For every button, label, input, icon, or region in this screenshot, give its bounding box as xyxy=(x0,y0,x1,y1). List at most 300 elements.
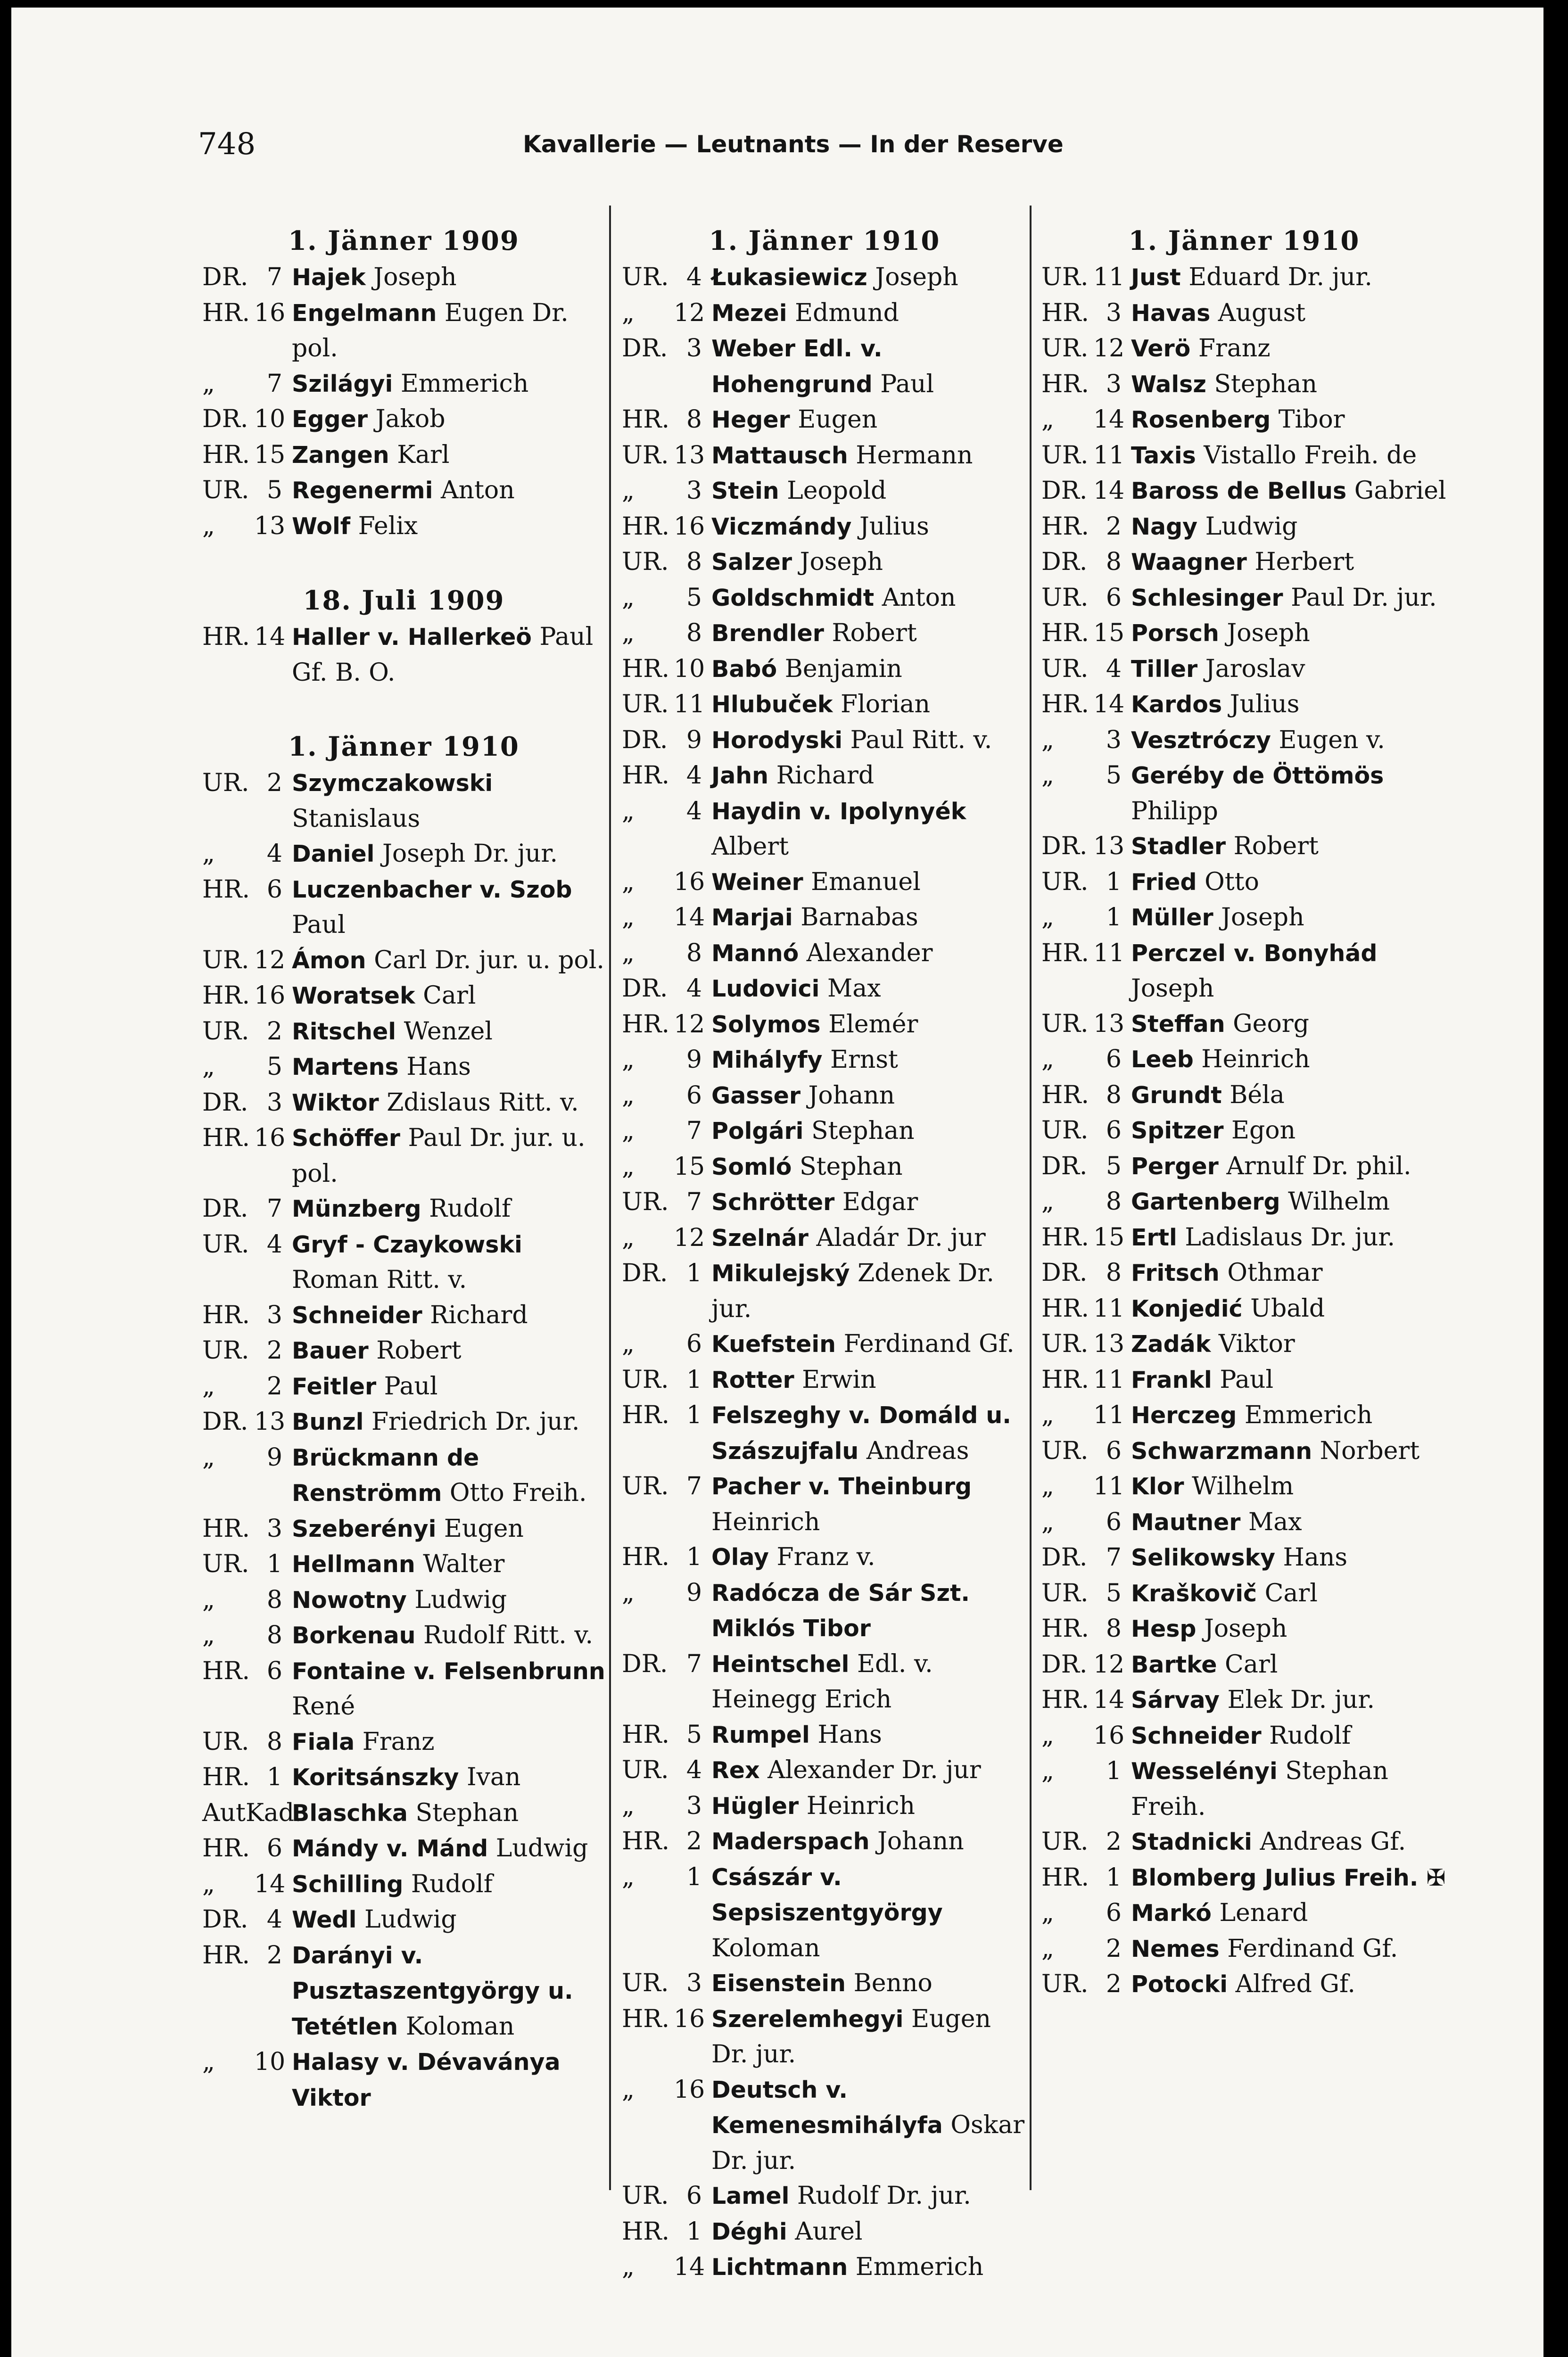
roster-entry xyxy=(622,1113,1027,1149)
regiment-type: HR. xyxy=(1041,370,1089,398)
roster-entry xyxy=(622,1717,1027,1753)
officer-name xyxy=(711,1753,1027,1788)
surname: Wesselényi xyxy=(1131,1758,1278,1785)
regiment-type: HR. xyxy=(622,1010,670,1038)
given-names: Andreas xyxy=(866,1436,969,1465)
officer-name xyxy=(711,1327,1027,1362)
surname: Nowotny xyxy=(292,1586,407,1614)
roster-entry xyxy=(1041,1682,1447,1718)
regiment-type: „ xyxy=(202,1443,215,1472)
given-names: Carl xyxy=(423,981,476,1010)
surname: Fritsch xyxy=(1131,1260,1220,1286)
regiment-type: DR. xyxy=(622,1259,668,1287)
roster-entry xyxy=(1041,1576,1447,1612)
regiment-number: 14 xyxy=(254,1870,286,1898)
surname: Deutsch v. Kemenesmihályfa xyxy=(711,2076,943,2139)
roster-entry xyxy=(622,402,1027,438)
regiment-number: 11 xyxy=(674,690,705,718)
regiment-type: „ xyxy=(202,1621,215,1649)
given-names: Jaroslav xyxy=(1205,654,1305,683)
surname: Mikulejský xyxy=(711,1260,850,1287)
surname: Weiner xyxy=(711,868,803,896)
regiment-number: 3 xyxy=(266,1514,282,1543)
surname: Gartenberg xyxy=(1131,1188,1280,1215)
surname: Luczenbacher v. Szob xyxy=(292,876,572,903)
officer-name xyxy=(292,766,605,836)
officer-name xyxy=(1131,1042,1447,1078)
roster-entry xyxy=(622,687,1027,723)
regiment-type: UR. xyxy=(1041,1579,1089,1607)
regiment-number: 7 xyxy=(686,1472,702,1500)
regiment-number: 5 xyxy=(266,476,282,504)
given-names: Roman Ritt. v. xyxy=(292,1266,467,1294)
officer-name xyxy=(1131,1611,1447,1647)
roster-entry xyxy=(622,794,1027,865)
surname: Brendler xyxy=(711,620,824,647)
surname: Ritschel xyxy=(292,1018,396,1045)
regiment-number: 6 xyxy=(1106,1508,1122,1536)
regiment-type: HR. xyxy=(202,1124,250,1152)
regiment-number: 1 xyxy=(1106,903,1122,931)
regiment-type: DR. xyxy=(1041,1650,1088,1679)
surname: Sárvay xyxy=(1131,1687,1220,1714)
given-names: Stephan xyxy=(1214,370,1317,398)
surname: Felszeghy v. Domáld u. Szászujfalu xyxy=(711,1402,1011,1465)
regiment-type: „ xyxy=(202,1585,215,1614)
roster-entry xyxy=(622,1788,1027,1824)
surname: Lamel xyxy=(711,2183,790,2209)
officer-name xyxy=(1131,1078,1447,1113)
officer-name xyxy=(292,473,605,509)
regiment-type: HR. xyxy=(622,2004,670,2033)
given-names: Ferdinand Gf. xyxy=(1227,1934,1398,1963)
surname: Schneider xyxy=(292,1302,422,1329)
surname: Kraškovič xyxy=(1131,1580,1257,1607)
given-names: Rudolf Ritt. v. xyxy=(423,1621,594,1649)
regiment-number: 6 xyxy=(686,2182,702,2210)
officer-name xyxy=(1131,723,1447,758)
officer-name xyxy=(711,1362,1027,1398)
officer-name xyxy=(1131,1398,1447,1434)
surname: Lichtmann xyxy=(711,2254,848,2281)
roster-entry xyxy=(622,2178,1027,2214)
roster-entry xyxy=(1041,473,1447,509)
roster-entry xyxy=(1041,1291,1447,1327)
given-names: Gabriel xyxy=(1354,477,1446,505)
regiment-number: 11 xyxy=(1093,263,1125,291)
roster-entry xyxy=(202,1511,605,1547)
regiment-type: „ xyxy=(622,903,635,931)
roster-entry xyxy=(1041,1505,1447,1541)
surname: Selikowsky xyxy=(1131,1544,1276,1571)
roster-entry xyxy=(202,1049,605,1085)
roster-entry xyxy=(622,1362,1027,1398)
officer-name xyxy=(711,1469,1027,1540)
regiment-number: 2 xyxy=(266,1017,282,1046)
roster-entry xyxy=(1041,1042,1447,1078)
regiment-number: 11 xyxy=(1093,1365,1125,1394)
roster-entry xyxy=(1041,331,1447,367)
regiment-number: 8 xyxy=(1106,548,1122,576)
regiment-number: 2 xyxy=(1106,512,1122,541)
given-names: Paul Dr. jur. u. pol. xyxy=(292,1124,586,1188)
regiment-number: 11 xyxy=(1093,939,1125,967)
given-names: Koloman xyxy=(711,1934,820,1962)
regiment-number: 3 xyxy=(266,1301,282,1329)
regiment-number: 8 xyxy=(266,1621,282,1649)
regiment-number: 2 xyxy=(266,1372,282,1401)
regiment-type: UR. xyxy=(1041,583,1089,612)
regiment-type: „ xyxy=(1041,1899,1054,1927)
roster-entry xyxy=(1041,1149,1447,1185)
regiment-type: HR. xyxy=(1041,619,1089,647)
roster-entry xyxy=(202,1227,605,1298)
given-names: Ferdinand Gf. xyxy=(843,1330,1015,1358)
roster-entry xyxy=(202,1440,605,1511)
given-names: Karl xyxy=(397,440,450,469)
surname: Mautner xyxy=(1131,1508,1241,1536)
regiment-type: „ xyxy=(622,619,635,647)
regiment-number: 3 xyxy=(686,1791,702,1820)
regiment-type: „ xyxy=(1041,1508,1054,1536)
roster-entry xyxy=(622,900,1027,936)
given-names: Wilhelm xyxy=(1288,1187,1390,1216)
regiment-type: DR. xyxy=(622,1649,668,1678)
given-names: Max xyxy=(1248,1508,1302,1536)
roster-entry xyxy=(202,2044,605,2116)
surname: Somló xyxy=(711,1153,792,1180)
roster-entry xyxy=(622,473,1027,509)
surname: Polgári xyxy=(711,1118,804,1145)
regiment-type: „ xyxy=(622,583,635,612)
surname: Wolf xyxy=(292,512,351,540)
given-names: Viktor xyxy=(1218,1330,1295,1358)
regiment-type: HR. xyxy=(1041,1365,1089,1394)
regiment-number: 16 xyxy=(674,2075,705,2104)
regiment-number: 2 xyxy=(1106,1934,1122,1963)
regiment-type: HR. xyxy=(1041,1080,1089,1109)
regiment-number: 11 xyxy=(1093,1401,1125,1429)
given-names: Joseph Dr. jur. xyxy=(382,840,558,868)
roster-entry xyxy=(622,2072,1027,2179)
officer-name xyxy=(1131,544,1447,580)
given-names: Hans xyxy=(406,1053,471,1081)
roster-entry xyxy=(1041,1113,1447,1149)
surname: Taxis xyxy=(1131,442,1196,469)
roster-entry xyxy=(1041,1469,1447,1505)
regiment-number: 8 xyxy=(686,619,702,647)
section-spacer xyxy=(202,690,605,728)
roster-entry xyxy=(622,580,1027,616)
roster-entry xyxy=(202,260,605,296)
roster-entry xyxy=(202,509,605,544)
officer-name xyxy=(292,366,605,402)
section-spacer xyxy=(202,544,605,582)
officer-name xyxy=(1131,1149,1447,1185)
officer-name xyxy=(292,1121,605,1191)
surname: Nagy xyxy=(1131,513,1198,540)
regiment-type: HR. xyxy=(1041,939,1089,967)
officer-name xyxy=(711,900,1027,936)
regiment-number: 16 xyxy=(254,1124,286,1152)
roster-entry xyxy=(1041,1754,1447,1824)
roster-entry xyxy=(622,2002,1027,2072)
surname: Rosenberg xyxy=(1131,406,1271,433)
officer-name xyxy=(292,1511,605,1547)
surname: Mezei xyxy=(711,299,787,327)
roster-entry xyxy=(622,438,1027,474)
officer-name xyxy=(1131,580,1447,616)
given-names: Wilhelm xyxy=(1192,1472,1294,1500)
given-names: Heinrich xyxy=(1201,1045,1310,1073)
given-names: Emanuel xyxy=(811,867,921,896)
given-names: Edmund xyxy=(795,298,899,327)
regiment-type: UR. xyxy=(202,476,249,504)
officer-name xyxy=(711,1824,1027,1860)
surname: Markó xyxy=(1131,1900,1212,1927)
given-names: Joseph xyxy=(373,263,457,291)
roster-entry xyxy=(622,1007,1027,1043)
officer-name xyxy=(1131,1006,1447,1042)
regiment-type: HR. xyxy=(622,1720,670,1749)
officer-name xyxy=(292,619,605,690)
regiment-type: HR. xyxy=(202,440,250,469)
regiment-type: „ xyxy=(1041,1721,1054,1750)
roster-entry xyxy=(1041,1824,1447,1860)
officer-name xyxy=(711,544,1027,580)
given-names: Béla xyxy=(1230,1080,1285,1109)
officer-name xyxy=(292,296,605,366)
officer-name xyxy=(1131,1754,1447,1824)
roster-entry xyxy=(202,1547,605,1582)
section-date-heading: 1. Jänner 1910 xyxy=(709,225,941,256)
regiment-number: 10 xyxy=(674,654,705,683)
surname: Darányi v. Pusztaszentgyörgy u. Tetétlen xyxy=(292,1942,573,2040)
officer-name xyxy=(1131,651,1447,687)
surname: Fried xyxy=(1131,868,1197,896)
given-names: Emmerich xyxy=(400,369,529,398)
roster-entry xyxy=(1041,1362,1447,1398)
officer-name xyxy=(711,1256,1027,1327)
roster-entry xyxy=(1041,402,1447,438)
regiment-number: 13 xyxy=(1093,1330,1125,1358)
officer-name xyxy=(292,402,605,437)
regiment-number: 16 xyxy=(674,2004,705,2033)
regiment-number: 5 xyxy=(1106,1579,1122,1607)
regiment-type: UR. xyxy=(622,263,669,291)
regiment-number: 6 xyxy=(1106,1436,1122,1465)
regiment-number: 1 xyxy=(266,1550,282,1578)
regiment-number: 12 xyxy=(674,1010,705,1038)
officer-name xyxy=(1131,1505,1447,1541)
given-names: Zdislaus Ritt. v. xyxy=(387,1088,579,1117)
officer-name xyxy=(1131,1860,1447,1896)
regiment-number: 9 xyxy=(686,1046,702,1074)
regiment-number: 1 xyxy=(686,1543,702,1571)
surname: Egger xyxy=(292,406,368,433)
roster-entry xyxy=(202,1085,605,1121)
given-names: Wenzel xyxy=(404,1017,493,1046)
roster-entry xyxy=(1041,1184,1447,1220)
roster-entry xyxy=(1041,936,1447,1006)
regiment-number: 14 xyxy=(1093,1686,1125,1714)
regiment-type: „ xyxy=(622,939,635,967)
given-names: Franz xyxy=(1198,334,1271,363)
given-names: Hans xyxy=(1283,1543,1348,1572)
regiment-number: 12 xyxy=(674,1223,705,1252)
given-names: Koloman xyxy=(405,2012,515,2041)
regiment-number: 13 xyxy=(254,511,286,540)
regiment-type: DR. xyxy=(1041,832,1088,860)
regiment-number: 4 xyxy=(686,263,702,291)
roster-entry xyxy=(1041,544,1447,580)
officer-name xyxy=(1131,687,1447,723)
column-rule xyxy=(609,206,611,2190)
regiment-number: 3 xyxy=(686,477,702,505)
roster-entry xyxy=(202,1121,605,1191)
roster-entry xyxy=(1041,367,1447,403)
roster-entry xyxy=(622,331,1027,402)
regiment-type: UR. xyxy=(202,1230,249,1259)
officer-name xyxy=(711,1575,1027,1647)
regiment-number: 6 xyxy=(1106,1899,1122,1927)
officer-name xyxy=(292,437,605,473)
regiment-number: 2 xyxy=(266,1941,282,1970)
given-names: Eugen xyxy=(444,1514,524,1543)
surname: Bunzl xyxy=(292,1409,364,1435)
officer-name xyxy=(1131,1647,1447,1683)
surname: Mándy v. Mánd xyxy=(292,1835,488,1862)
regiment-type: UR. xyxy=(1041,1009,1089,1038)
given-names: Rudolf xyxy=(429,1195,511,1223)
roster-entry xyxy=(622,1078,1027,1114)
given-names: Egon xyxy=(1231,1116,1296,1145)
regiment-type: UR. xyxy=(622,2182,669,2210)
surname: Pacher v. Theinburg xyxy=(711,1473,972,1500)
given-names: Philipp xyxy=(1131,797,1218,825)
regiment-number: 3 xyxy=(1106,298,1122,327)
surname: Müller xyxy=(1131,904,1213,931)
officer-name xyxy=(711,296,1027,331)
officer-name xyxy=(292,943,605,979)
regiment-type: HR. xyxy=(202,1834,250,1863)
regiment-type: UR. xyxy=(622,1188,669,1216)
regiment-type: UR. xyxy=(1041,1436,1089,1465)
roster-entry xyxy=(622,1860,1027,1966)
surname: Leeb xyxy=(1131,1046,1194,1073)
regiment-type: HR. xyxy=(1041,298,1089,327)
roster-entry xyxy=(202,1867,605,1903)
surname: Zangen xyxy=(292,441,389,469)
given-names: Hermann xyxy=(856,441,973,470)
regiment-type: UR. xyxy=(1041,334,1089,363)
regiment-type: HR. xyxy=(622,1827,670,1855)
regiment-type: HR. xyxy=(1041,1615,1089,1643)
officer-name xyxy=(292,1654,605,1724)
regiment-number: 16 xyxy=(254,981,286,1010)
regiment-type: „ xyxy=(622,797,635,825)
surname: Haydin v. Ipolynyék xyxy=(711,798,966,825)
surname: Münzberg xyxy=(292,1195,421,1222)
given-names: Georg xyxy=(1233,1009,1309,1038)
roster-entry xyxy=(202,296,605,366)
surname: Szeberényi xyxy=(292,1515,437,1542)
officer-name xyxy=(711,794,1027,865)
roster-entry xyxy=(202,872,605,943)
column-3 xyxy=(1041,222,1447,2003)
roster-entry xyxy=(1041,580,1447,616)
regiment-number: 6 xyxy=(1106,583,1122,612)
given-names: Robert xyxy=(376,1336,462,1365)
regiment-type: „ xyxy=(622,1578,635,1607)
regiment-number: 7 xyxy=(266,369,282,398)
regiment-type: „ xyxy=(1041,903,1054,931)
regiment-number: 6 xyxy=(266,875,282,904)
given-names: Norbert xyxy=(1320,1436,1420,1465)
regiment-number: 1 xyxy=(1106,1863,1122,1892)
roster-entry xyxy=(202,1582,605,1618)
officer-name xyxy=(292,1369,605,1405)
given-names: Carl Dr. jur. u. pol. xyxy=(374,946,604,974)
officer-name xyxy=(711,1078,1027,1114)
roster-entry xyxy=(622,2214,1027,2250)
regiment-number: 2 xyxy=(266,769,282,797)
regiment-number: 13 xyxy=(1093,1009,1125,1038)
roster-entry xyxy=(622,1753,1027,1788)
given-names: Florian xyxy=(841,690,931,718)
regiment-type: DR. xyxy=(1041,1152,1088,1180)
officer-name xyxy=(1131,829,1447,865)
surname: Engelmann xyxy=(292,299,437,327)
officer-name xyxy=(292,1440,605,1511)
regiment-type: „ xyxy=(622,1863,635,1891)
roster-entry xyxy=(622,260,1027,296)
regiment-type: AutKad. xyxy=(202,1798,302,1827)
regiment-number: 4 xyxy=(686,974,702,1003)
column-1 xyxy=(202,222,605,2116)
officer-name xyxy=(1131,1824,1447,1860)
regiment-type: UR. xyxy=(622,690,669,718)
surname: Blaschka xyxy=(292,1799,408,1827)
given-names: Paul xyxy=(384,1372,438,1401)
surname: Martens xyxy=(292,1054,399,1080)
regiment-number: 15 xyxy=(674,1152,705,1181)
roster-entry xyxy=(202,836,605,872)
roster-entry xyxy=(1041,1434,1447,1469)
given-names: Albert xyxy=(711,832,789,861)
given-names: Stephan xyxy=(811,1117,915,1145)
officer-name xyxy=(292,1760,605,1796)
regiment-type: UR. xyxy=(1041,1970,1089,1998)
given-names: Alfred Gf. xyxy=(1235,1970,1355,1998)
regiment-number: 3 xyxy=(1106,725,1122,754)
roster-entry xyxy=(1041,1718,1447,1754)
regiment-type: UR. xyxy=(202,1550,249,1578)
given-names: Stephan xyxy=(415,1798,519,1827)
surname: Bauer xyxy=(292,1337,369,1364)
regiment-type: DR. xyxy=(202,1905,248,1934)
regiment-number: 5 xyxy=(1106,761,1122,790)
regiment-type: DR. xyxy=(1041,1259,1088,1287)
officer-name xyxy=(292,1547,605,1582)
roster-entry xyxy=(1041,509,1447,545)
given-names: August xyxy=(1218,298,1306,327)
surname: Herczeg xyxy=(1131,1402,1237,1429)
officer-name xyxy=(292,1938,605,2045)
given-names: Julius xyxy=(859,512,929,541)
officer-name xyxy=(711,1007,1027,1043)
officer-name xyxy=(292,1191,605,1227)
